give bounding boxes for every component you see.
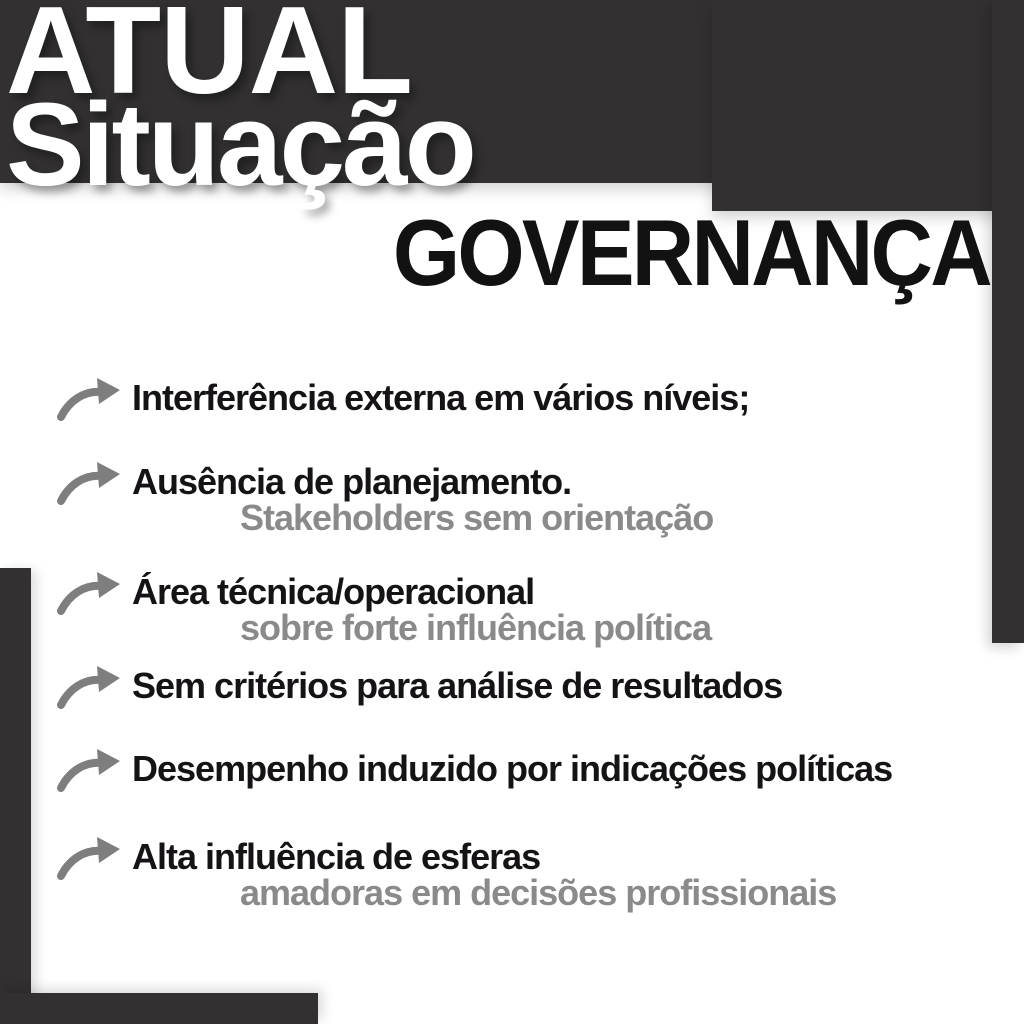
- list-item-main-text: Área técnica/operacional: [132, 571, 535, 612]
- curved-arrow-icon: [56, 835, 122, 881]
- page-title-line-2: Situação: [6, 79, 474, 211]
- bottom-dark-band: [0, 993, 318, 1024]
- curved-arrow-icon: [56, 747, 122, 793]
- list-item-sub-text: amadoras em decisões profissionais: [240, 872, 837, 913]
- curved-arrow-icon: [56, 570, 122, 616]
- right-dark-strip: [992, 0, 1024, 643]
- list-item-sub-text: sobre forte influência política: [240, 607, 712, 648]
- list-item: [0, 377, 1000, 418]
- list-item: [0, 571, 1000, 648]
- top-dark-band-right-step: [712, 0, 1024, 211]
- curved-arrow-icon: [56, 376, 122, 422]
- list-item-main-text: Desempenho induzido por indicações políticas: [132, 748, 893, 789]
- curved-arrow-icon: [56, 460, 122, 506]
- list-item-main-text: Ausência de planejamento.: [132, 461, 572, 502]
- list-item-main-text: Alta influência de esferas: [132, 836, 541, 877]
- curved-arrow-icon: [56, 664, 122, 710]
- list-item-main-text: Sem critérios para análise de resultados: [132, 665, 783, 706]
- section-title-governanca: GOVERNANÇA: [392, 200, 990, 305]
- list-item: [0, 665, 1000, 706]
- list-item-sub-text: Stakeholders sem orientação: [240, 497, 714, 538]
- list-item: [0, 836, 1000, 913]
- list-item: [0, 461, 1000, 538]
- list-item: [0, 748, 1000, 789]
- page-title-line-1: ATUAL: [6, 0, 412, 120]
- list-item-main-text: Interferência externa em vários níveis;: [132, 377, 750, 418]
